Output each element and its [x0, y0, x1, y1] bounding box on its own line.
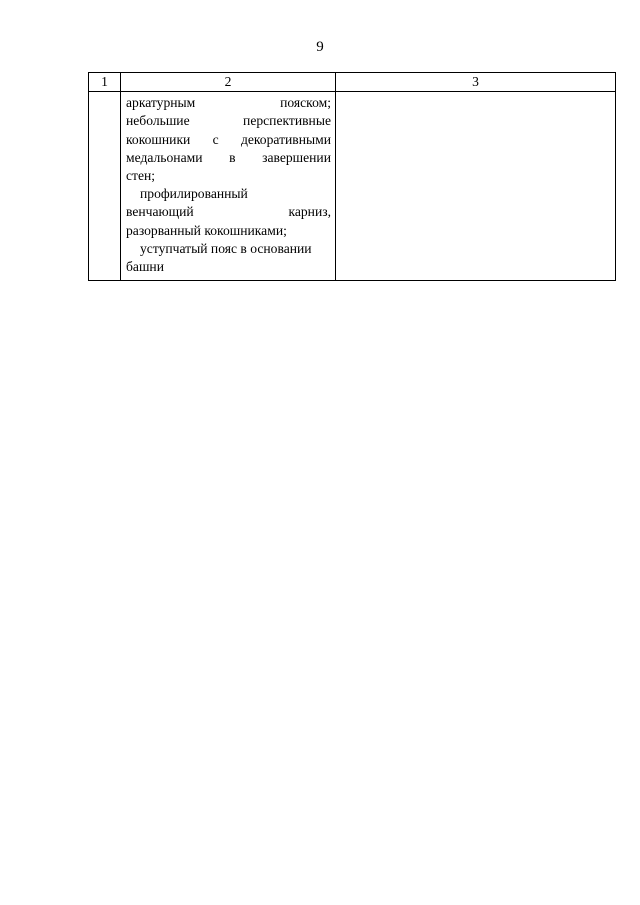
word: в: [229, 149, 236, 165]
word: венчающий: [126, 204, 194, 220]
word: перспективные: [243, 113, 331, 129]
header-col-1: 1: [89, 73, 121, 92]
description-line: [126, 149, 331, 167]
description-line: [126, 131, 331, 149]
page-number: 9: [316, 39, 324, 55]
word: разорванный кокошниками;: [126, 222, 287, 238]
description-line: [126, 112, 331, 130]
table-row: [89, 92, 616, 281]
header-col-2: 2: [121, 73, 336, 92]
heritage-table: [88, 72, 616, 281]
word: уступчатый пояс в основании: [140, 240, 312, 256]
row-description: [121, 92, 336, 281]
description-line: [126, 94, 331, 112]
description-line: [126, 203, 331, 221]
description-line: [126, 240, 331, 258]
description-line: [126, 185, 331, 203]
word: башни: [126, 258, 164, 274]
word: стен;: [126, 167, 156, 183]
word: кокошники: [126, 131, 191, 147]
word: карниз,: [288, 204, 331, 220]
row-photo-cell: [336, 92, 616, 281]
description-line: [126, 222, 331, 240]
word: пояском;: [280, 95, 331, 111]
word: декоративными: [240, 131, 331, 147]
table-header-row: [89, 73, 616, 92]
row-number: [89, 92, 121, 281]
description-line: [126, 258, 331, 276]
word: небольшие: [126, 113, 190, 129]
word: медальонами: [126, 149, 203, 165]
word: аркатурным: [126, 95, 196, 111]
header-col-3: 3: [336, 73, 616, 92]
description-line: [126, 167, 331, 185]
word: завершении: [262, 149, 331, 165]
word: профилированный: [140, 186, 248, 202]
word: с: [212, 131, 219, 147]
